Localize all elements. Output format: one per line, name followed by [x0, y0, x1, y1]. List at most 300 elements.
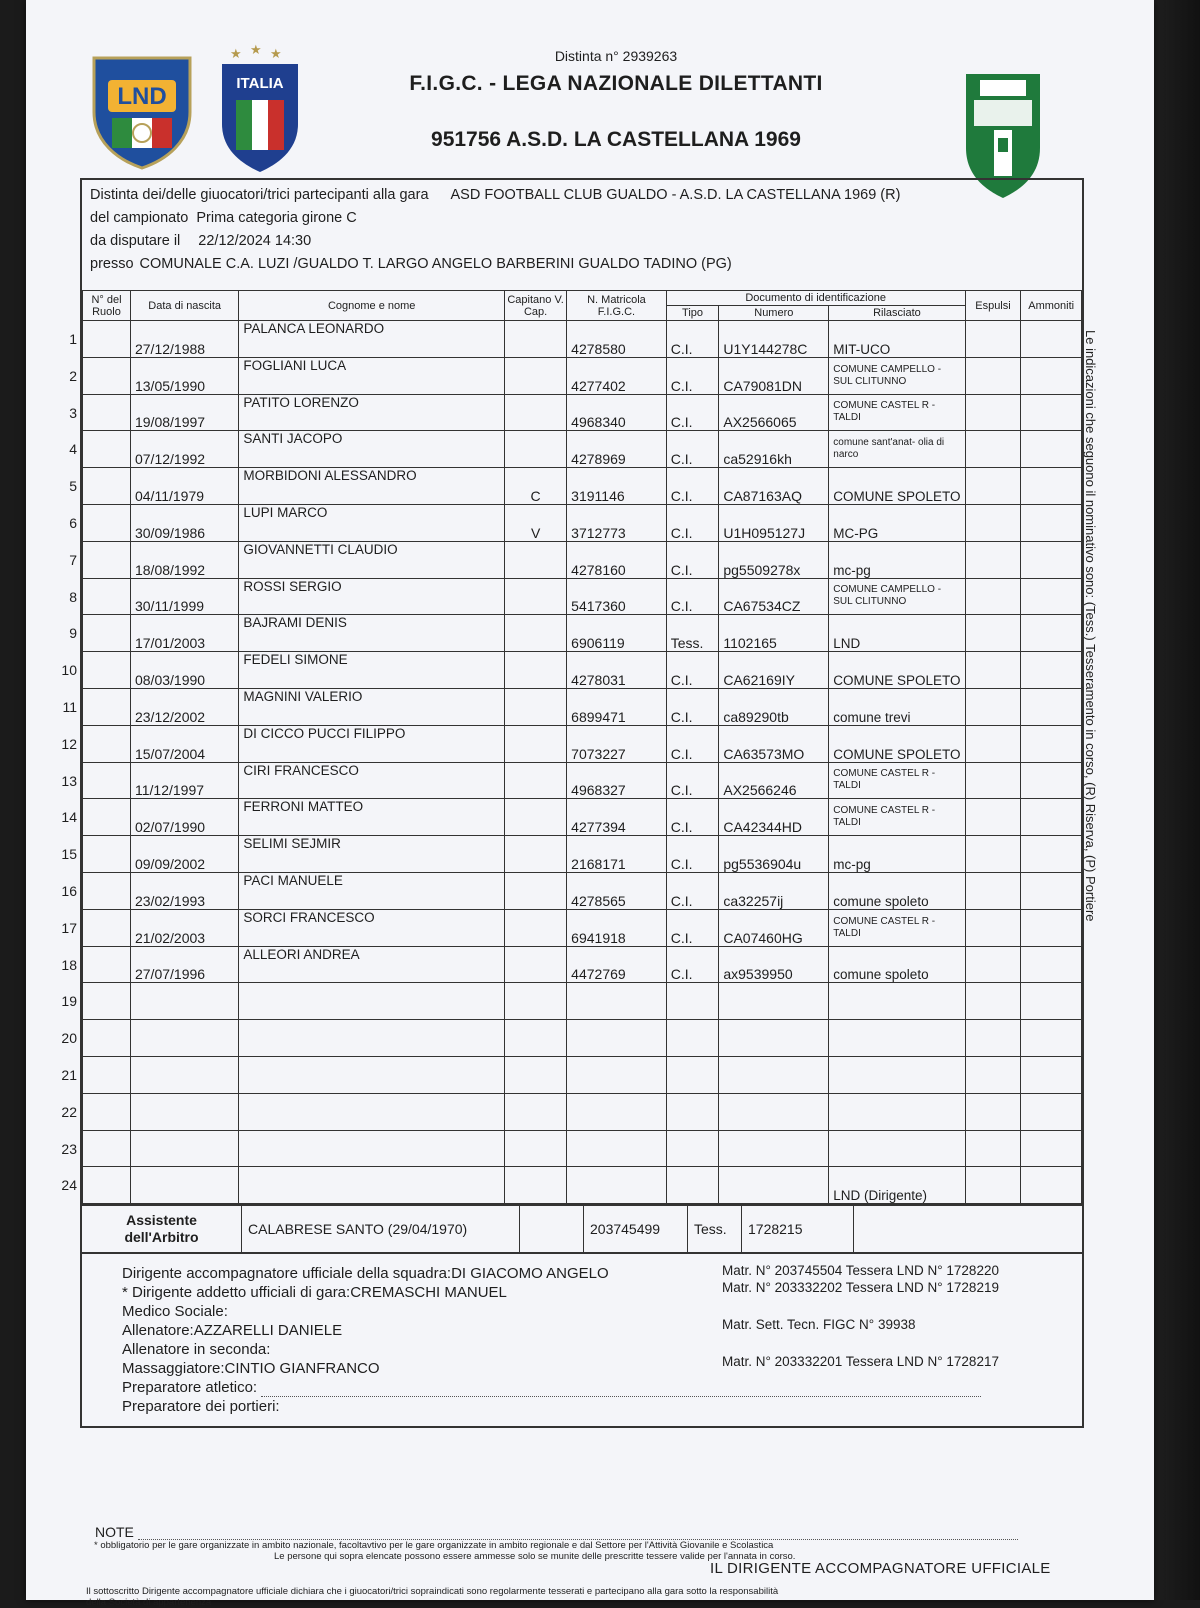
captain-cell [505, 799, 567, 836]
ruolo-cell [69, 541, 131, 578]
row-number: 22 [61, 1103, 77, 1120]
table-row [83, 909, 1082, 946]
row-number: 18 [61, 956, 77, 973]
player-name-cell: FERRONI MATTEO [239, 799, 505, 836]
assistente-label: Assistente dell'Arbitro [82, 1206, 242, 1252]
birth-date-cell: 08/03/1990 [130, 652, 238, 689]
captain-cell [505, 688, 567, 725]
doc-number-cell: CA62169IY [719, 652, 829, 689]
player-name-cell: LUPI MARCO [239, 504, 505, 541]
player-name-cell: SELIMI SEJMIR [239, 836, 505, 873]
allenatore: Allenatore:AZZARELLI DANIELE [122, 1322, 343, 1340]
ruolo-cell [61, 946, 131, 983]
birth-date-cell: 30/11/1999 [130, 578, 238, 615]
birth-date-cell: 04/11/1979 [130, 468, 238, 505]
ruolo-cell [61, 652, 131, 689]
espulsi-cell [965, 983, 1021, 1020]
lnd-logo-icon [88, 52, 196, 170]
matricola-cell: 6906119 [567, 615, 667, 652]
espulsi-cell [965, 1130, 1021, 1167]
doc-number-cell: ax9539950 [719, 946, 829, 983]
table-row [83, 1130, 1082, 1167]
doc-issuer-cell: COMUNE CAMPELLO - SUL CLITUNNO [829, 578, 965, 615]
espulsi-cell [965, 357, 1021, 394]
row-number: 17 [61, 919, 77, 936]
ammoniti-cell [1021, 1020, 1082, 1057]
player-name-cell: SORCI FRANCESCO [239, 909, 505, 946]
ammoniti-cell [1021, 946, 1082, 983]
matricola-cell: 3712773 [567, 504, 667, 541]
ammoniti-cell [1021, 431, 1082, 468]
ruolo-cell [62, 688, 131, 725]
doc-type-cell: C.I. [666, 504, 719, 541]
doc-number-cell: CA63573MO [719, 725, 829, 762]
distinta-number: Distinta n° 2939263 [554, 48, 678, 64]
doc-type-cell: C.I. [666, 688, 719, 725]
preparatore-atletico: Preparatore atletico: [122, 1378, 1082, 1397]
doc-issuer-cell: comune spoleto [829, 946, 965, 983]
birth-date-cell: 17/01/2003 [130, 615, 238, 652]
ammoniti-cell [1021, 1130, 1082, 1167]
table-row [83, 872, 1082, 909]
document-sheet [26, 0, 1154, 1600]
espulsi-cell [965, 1020, 1021, 1057]
ruolo-cell [69, 431, 131, 468]
player-name-cell: PALANCA LEONARDO [239, 321, 505, 358]
doc-number-cell: AX2566065 [719, 394, 829, 431]
row-number: 15 [61, 846, 77, 863]
declaration-text: Il sottoscritto Dirigente accompagnatore ufficiale dichiara che i giuocatori/trici sopraindicati sono regolarmente tesserati e partecipano alla gara sotto la responsabilità della Società di appartenenza [86, 1586, 779, 1608]
captain-cell [505, 1167, 567, 1204]
table-row [83, 357, 1082, 394]
doc-type-cell [666, 1093, 719, 1130]
espulsi-cell [965, 652, 1021, 689]
row-number: 8 [69, 588, 77, 605]
doc-type-cell: C.I. [666, 762, 719, 799]
ammoniti-cell [1021, 357, 1082, 394]
player-name-cell [239, 1167, 505, 1204]
row-number: 6 [69, 514, 77, 531]
player-name-cell: FOGLIANI LUCA [239, 357, 505, 394]
doc-number-cell: ca89290tb [719, 688, 829, 725]
row-number: 5 [69, 478, 77, 495]
espulsi-cell [965, 394, 1021, 431]
col-rilasciato: Rilasciato [829, 306, 965, 321]
ruolo-cell [69, 615, 131, 652]
espulsi-cell [965, 872, 1021, 909]
doc-issuer-cell: MC-PG [829, 504, 965, 541]
match-info [82, 180, 1082, 290]
captain-cell [505, 836, 567, 873]
doc-issuer-cell: COMUNE CAMPELLO - SUL CLITUNNO [829, 357, 965, 394]
doc-issuer-cell: comune trevi [829, 688, 965, 725]
birth-date-cell: 30/09/1986 [130, 504, 238, 541]
ruolo-cell [61, 836, 131, 873]
matricola-cell [567, 1130, 667, 1167]
ammoniti-cell [1021, 541, 1082, 578]
col-nome: Cognome e nome [239, 291, 505, 321]
matricola-cell [567, 1167, 667, 1204]
table-row [83, 762, 1082, 799]
col-ammoniti: Ammoniti [1021, 291, 1082, 321]
doc-issuer-cell [829, 1020, 965, 1057]
ruolo-cell [61, 762, 131, 799]
row-number: 10 [61, 662, 77, 679]
svg-text:★: ★ [250, 42, 262, 57]
doc-issuer-cell: LND (Dirigente) [829, 1167, 965, 1204]
doc-number-cell: ca32257ij [719, 872, 829, 909]
espulsi-cell [965, 1093, 1021, 1130]
birth-date-cell: 07/12/1992 [130, 431, 238, 468]
doc-issuer-cell: COMUNE CASTEL R - TALDI [829, 909, 965, 946]
row-number: 7 [69, 551, 77, 568]
data-line: da disputare il 22/12/2024 14:30 [90, 233, 312, 249]
medico-sociale: Medico Sociale: [122, 1303, 228, 1321]
ammoniti-cell [1021, 504, 1082, 541]
espulsi-cell [965, 1167, 1021, 1204]
table-row [83, 578, 1082, 615]
doc-type-cell: C.I. [666, 836, 719, 873]
doc-number-cell: CA42344HD [719, 799, 829, 836]
doc-issuer-cell: LND [829, 615, 965, 652]
ruolo-cell [61, 725, 131, 762]
roster-frame [61, 178, 1084, 1428]
matricola-cell: 4472769 [567, 946, 667, 983]
preparatore-portieri: Preparatore dei portieri: [122, 1398, 280, 1416]
captain-cell [505, 357, 567, 394]
doc-type-cell: C.I. [666, 394, 719, 431]
matricola-cell: 7073227 [567, 725, 667, 762]
player-name-cell: ALLEORI ANDREA [239, 946, 505, 983]
doc-number-cell: U1Y144278C [719, 321, 829, 358]
espulsi-cell [965, 799, 1021, 836]
birth-date-cell: 02/07/1990 [130, 799, 238, 836]
espulsi-cell [965, 541, 1021, 578]
ruolo-cell [61, 983, 131, 1020]
ammoniti-cell [1021, 983, 1082, 1020]
doc-number-cell [719, 983, 829, 1020]
figc-italia-logo-icon [216, 44, 304, 174]
footnote [94, 1540, 1064, 1562]
captain-cell [505, 909, 567, 946]
birth-date-cell: 15/07/2004 [130, 725, 238, 762]
birth-date-cell [130, 1167, 238, 1204]
doc-issuer-cell: mc-pg [829, 541, 965, 578]
row-number: 4 [69, 441, 77, 458]
doc-issuer-cell: COMUNE CASTEL R - TALDI [829, 394, 965, 431]
captain-cell [505, 946, 567, 983]
ruolo-cell [61, 799, 131, 836]
captain-cell [505, 1056, 567, 1093]
doc-number-cell: CA87163AQ [719, 468, 829, 505]
table-row [83, 799, 1082, 836]
player-name-cell [239, 1056, 505, 1093]
birth-date-cell [130, 1093, 238, 1130]
captain-cell [505, 725, 567, 762]
col-numero: Numero [719, 306, 829, 321]
doc-type-cell: C.I. [666, 799, 719, 836]
matricola-cell: 4278160 [567, 541, 667, 578]
doc-issuer-cell: MIT-UCO [829, 321, 965, 358]
matricola-cell: 4278031 [567, 652, 667, 689]
birth-date-cell [130, 1130, 238, 1167]
player-name-cell: BAJRAMI DENIS [239, 615, 505, 652]
col-documento: Documento di identificazione [666, 291, 965, 306]
note-label: NOTE [95, 1524, 1018, 1540]
birth-date-cell: 21/02/2003 [130, 909, 238, 946]
espulsi-cell [965, 1056, 1021, 1093]
campionato-line: del campionato Prima categoria girone C [90, 210, 357, 226]
doc-issuer-cell: comune spoleto [829, 872, 965, 909]
captain-cell [505, 615, 567, 652]
gara-value: ASD FOOTBALL CLUB GUALDO - A.S.D. LA CASTELLANA 1969 (R) [450, 187, 901, 203]
row-number: 1 [69, 331, 77, 347]
matricola-cell [567, 983, 667, 1020]
matr-dirigente-acc: Matr. N° 203745504 Tessera LND N° 1728220 [722, 1263, 999, 1279]
row-number: 9 [69, 625, 77, 642]
table-row [83, 321, 1082, 358]
col-ruolo: N° del Ruolo [83, 291, 131, 321]
doc-type-cell: C.I. [666, 725, 719, 762]
row-number: 16 [61, 882, 77, 899]
ruolo-cell [61, 1056, 131, 1093]
matricola-cell: 4968327 [567, 762, 667, 799]
table-row [83, 688, 1082, 725]
captain-cell [505, 652, 567, 689]
captain-cell [505, 872, 567, 909]
captain-cell [505, 578, 567, 615]
captain-cell [505, 394, 567, 431]
captain-cell: C [505, 468, 567, 505]
matricola-cell: 3191146 [567, 468, 667, 505]
assistente-row [82, 1204, 1082, 1252]
doc-issuer-cell: COMUNE CASTEL R - TALDI [829, 762, 965, 799]
col-capitano: Capitano V. Cap. [505, 291, 567, 321]
doc-issuer-cell [829, 1056, 965, 1093]
row-number: 21 [61, 1066, 77, 1083]
matricola-cell: 4278565 [567, 872, 667, 909]
table-row [83, 1167, 1082, 1204]
doc-issuer-cell: COMUNE CASTEL R - TALDI [829, 799, 965, 836]
doc-issuer-cell: COMUNE SPOLETO [829, 468, 965, 505]
espulsi-cell [965, 688, 1021, 725]
ammoniti-cell [1021, 1093, 1082, 1130]
captain-cell [505, 1130, 567, 1167]
row-number: 19 [61, 993, 77, 1010]
espulsi-cell [965, 946, 1021, 983]
ammoniti-cell [1021, 725, 1082, 762]
table-row [83, 468, 1082, 505]
ammoniti-cell [1021, 836, 1082, 873]
doc-type-cell [666, 1130, 719, 1167]
svg-text:★: ★ [270, 46, 282, 61]
doc-type-cell: C.I. [666, 357, 719, 394]
espulsi-cell [965, 578, 1021, 615]
birth-date-cell: 23/02/1993 [130, 872, 238, 909]
ruolo-cell [61, 909, 131, 946]
doc-number-cell: ca52916kh [719, 431, 829, 468]
ammoniti-cell [1021, 468, 1082, 505]
ammoniti-cell [1021, 321, 1082, 358]
matricola-cell: 6899471 [567, 688, 667, 725]
ammoniti-cell [1021, 872, 1082, 909]
table-row [83, 615, 1082, 652]
table-row [83, 946, 1082, 983]
doc-issuer-cell [829, 1130, 965, 1167]
matricola-cell: 4277402 [567, 357, 667, 394]
espulsi-cell [965, 762, 1021, 799]
dirigente-addetto: * Dirigente addetto ufficiali di gara:CREMASCHI MANUEL [122, 1284, 507, 1302]
ammoniti-cell [1021, 762, 1082, 799]
club-title: 951756 A.S.D. LA CASTELLANA 1969 [431, 128, 801, 151]
table-row [83, 836, 1082, 873]
assistente-num: 1728215 [742, 1206, 854, 1252]
captain-cell [505, 321, 567, 358]
ruolo-cell [61, 1020, 131, 1057]
doc-type-cell: C.I. [666, 909, 719, 946]
table-row [83, 725, 1082, 762]
matricola-cell: 4278969 [567, 431, 667, 468]
player-name-cell: CIRI FRANCESCO [239, 762, 505, 799]
footnote-line-1: * obbligatorio per le gare organizzate in ambito nazionale, facoltavtivo per le gare organizzate in ambito regionale e dal Settore per l'Attività Giovanile e Scolastica [94, 1540, 774, 1551]
assistente-tipo: Tess. [688, 1206, 742, 1252]
ammoniti-cell [1021, 1167, 1082, 1204]
signature-label: IL DIRIGENTE ACCOMPAGNATORE UFFICIALE [710, 1560, 1051, 1577]
matr-massaggiatore: Matr. N° 203332201 Tessera LND N° 1728217 [722, 1354, 999, 1370]
doc-type-cell [666, 1020, 719, 1057]
matr-dirigente-add: Matr. N° 203332202 Tessera LND N° 1728219 [722, 1280, 999, 1296]
row-number: 24 [61, 1177, 77, 1194]
footnote-line-2: Le persone qui sopra elencate possono essere ammesse solo se munite delle prescritte tessere valide per l'annata in corso. [274, 1551, 796, 1562]
svg-text:ITALIA: ITALIA [236, 75, 284, 92]
birth-date-cell: 09/09/2002 [130, 836, 238, 873]
ammoniti-cell [1021, 652, 1082, 689]
data-value: 22/12/2024 14:30 [198, 233, 312, 249]
captain-cell [505, 541, 567, 578]
captain-cell [505, 431, 567, 468]
massaggiatore: Massaggiatore:CINTIO GIANFRANCO [122, 1360, 380, 1378]
doc-number-cell: CA07460HG [719, 909, 829, 946]
birth-date-cell: 27/07/1996 [130, 946, 238, 983]
table-row [83, 504, 1082, 541]
ammoniti-cell [1021, 578, 1082, 615]
player-name-cell: ROSSI SERGIO [239, 578, 505, 615]
ruolo-cell [69, 504, 131, 541]
birth-date-cell: 23/12/2002 [130, 688, 238, 725]
row-number: 14 [61, 809, 77, 826]
presso-line: presso COMUNALE C.A. LUZI /GUALDO T. LARGO ANGELO BARBERINI GUALDO TADINO (PG) [90, 256, 732, 272]
captain-cell [505, 1020, 567, 1057]
player-name-cell [239, 983, 505, 1020]
matricola-cell [567, 1093, 667, 1130]
doc-type-cell: C.I. [666, 321, 719, 358]
table-row [83, 1020, 1082, 1057]
dirigente-accompagnatore: Dirigente accompagnatore ufficiale della squadra:DI GIACOMO ANGELO [122, 1265, 609, 1283]
ammoniti-cell [1021, 394, 1082, 431]
doc-type-cell [666, 1056, 719, 1093]
espulsi-cell [965, 909, 1021, 946]
doc-number-cell [719, 1093, 829, 1130]
doc-type-cell: C.I. [666, 578, 719, 615]
player-name-cell [239, 1130, 505, 1167]
captain-cell [505, 1093, 567, 1130]
doc-issuer-cell: COMUNE SPOLETO [829, 725, 965, 762]
doc-type-cell: C.I. [666, 652, 719, 689]
espulsi-cell [965, 836, 1021, 873]
doc-number-cell [719, 1167, 829, 1204]
doc-type-cell: C.I. [666, 431, 719, 468]
player-name-cell: FEDELI SIMONE [239, 652, 505, 689]
doc-type-cell: C.I. [666, 468, 719, 505]
espulsi-cell [965, 725, 1021, 762]
doc-number-cell [719, 1020, 829, 1057]
matr-allenatore: Matr. Sett. Tecn. FIGC N° 39938 [722, 1317, 916, 1333]
doc-number-cell: U1H095127J [719, 504, 829, 541]
svg-text:★: ★ [230, 46, 242, 61]
staff-matricole [722, 1262, 999, 1370]
matricola-cell: 5417360 [567, 578, 667, 615]
doc-number-cell [719, 1130, 829, 1167]
birth-date-cell: 11/12/1997 [130, 762, 238, 799]
ruolo-cell [61, 1093, 131, 1130]
ruolo-cell [61, 872, 131, 909]
assistente-name: CALABRESE SANTO (29/04/1970) [242, 1206, 520, 1252]
doc-number-cell: CA79081DN [719, 357, 829, 394]
matricola-cell [567, 1020, 667, 1057]
row-number: 13 [61, 772, 77, 789]
col-tipo: Tipo [666, 306, 719, 321]
allenatore-seconda: Allenatore in seconda: [122, 1341, 271, 1359]
matricola-cell: 2168171 [567, 836, 667, 873]
ruolo-cell [61, 1167, 131, 1204]
doc-type-cell: C.I. [666, 541, 719, 578]
player-name-cell: MAGNINI VALERIO [239, 688, 505, 725]
doc-type-cell: Tess. [666, 615, 719, 652]
col-nascita: Data di nascita [130, 291, 238, 321]
espulsi-cell [965, 468, 1021, 505]
table-row [83, 1093, 1082, 1130]
birth-date-cell [130, 1020, 238, 1057]
doc-number-cell: 1102165 [719, 615, 829, 652]
birth-date-cell: 19/08/1997 [130, 394, 238, 431]
players-table [61, 290, 1082, 1204]
player-name-cell: PACI MANUELE [239, 872, 505, 909]
table-row [83, 652, 1082, 689]
presso-value: COMUNALE C.A. LUZI /GUALDO T. LARGO ANGELO BARBERINI GUALDO TADINO (PG) [139, 256, 732, 272]
assistente-matr: 203745499 [584, 1206, 688, 1252]
doc-issuer-cell [829, 983, 965, 1020]
ruolo-cell [61, 1130, 131, 1167]
player-name-cell: DI CICCO PUCCI FILIPPO [239, 725, 505, 762]
doc-issuer-cell: comune sant'anat- olia di narco [829, 431, 965, 468]
birth-date-cell: 18/08/1992 [130, 541, 238, 578]
ammoniti-cell [1021, 615, 1082, 652]
doc-type-cell [666, 1167, 719, 1204]
captain-cell: V [505, 504, 567, 541]
player-name-cell: MORBIDONI ALESSANDRO [239, 468, 505, 505]
matricola-cell: 4968340 [567, 394, 667, 431]
espulsi-cell [965, 615, 1021, 652]
gara-line: Distinta dei/delle giuocatori/trici partecipanti alla gara ASD FOOTBALL CLUB GUALDO - A.S.D. LA CASTELLANA 1969 (R) [90, 187, 901, 203]
player-name-cell: GIOVANNETTI CLAUDIO [239, 541, 505, 578]
doc-number-cell: AX2566246 [719, 762, 829, 799]
table-row [83, 541, 1082, 578]
row-number: 23 [61, 1140, 77, 1157]
ammoniti-cell [1021, 799, 1082, 836]
ammoniti-cell [1021, 688, 1082, 725]
doc-type-cell: C.I. [666, 872, 719, 909]
doc-issuer-cell: mc-pg [829, 836, 965, 873]
